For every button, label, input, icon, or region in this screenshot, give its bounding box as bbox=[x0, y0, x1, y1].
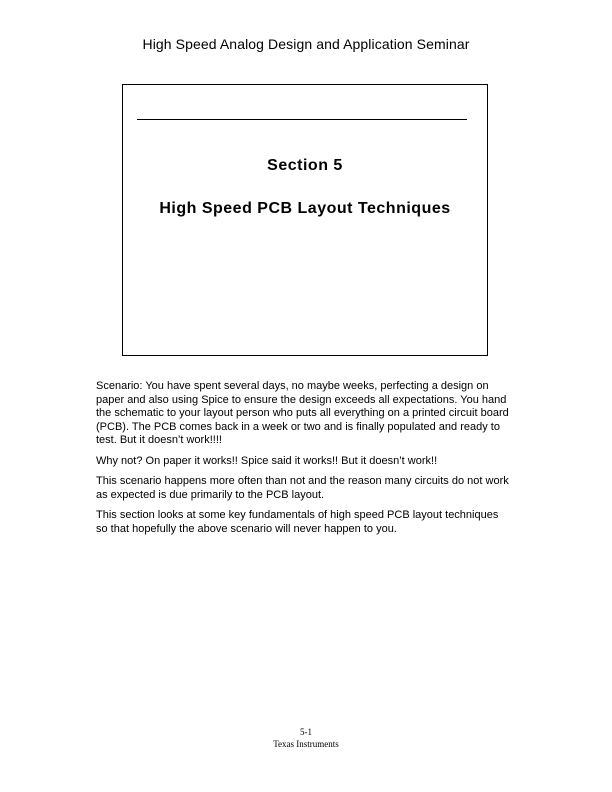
page-number: 5-1 bbox=[300, 727, 312, 737]
body-text bbox=[96, 380, 510, 543]
section-number: Section 5 bbox=[267, 157, 343, 174]
seminar-header: High Speed Analog Design and Application Seminar bbox=[142, 36, 470, 52]
section-title: High Speed PCB Layout Techniques bbox=[159, 200, 451, 217]
section-title-box bbox=[122, 84, 488, 356]
reason-paragraph: This scenario happens more often than not and the reason many circuits do not work as expected is due primarily to the PCB layout. bbox=[96, 475, 509, 501]
section-overview-paragraph: This section looks at some key fundamentals of high speed PCB layout techniques so that hopefully the above scenario will never happen to you. bbox=[96, 509, 499, 535]
why-not-paragraph: Why not? On paper it works!! Spice said it works!! But it doesn’t work!! bbox=[96, 454, 438, 467]
page-footer bbox=[0, 726, 612, 750]
horizontal-rule bbox=[137, 119, 467, 120]
company-name: Texas Instruments bbox=[273, 739, 339, 749]
scenario-paragraph: Scenario: You have spent several days, no maybe weeks, perfecting a design on paper and also using Spice to ensure the design exceeds all expectations. You hand the schematic to your layout person who puts all everything on a printed circuit board (PCB). The PCB comes back in a week or two and is finally populated and ready to test. But it doesn’t work!!!! bbox=[96, 380, 509, 446]
